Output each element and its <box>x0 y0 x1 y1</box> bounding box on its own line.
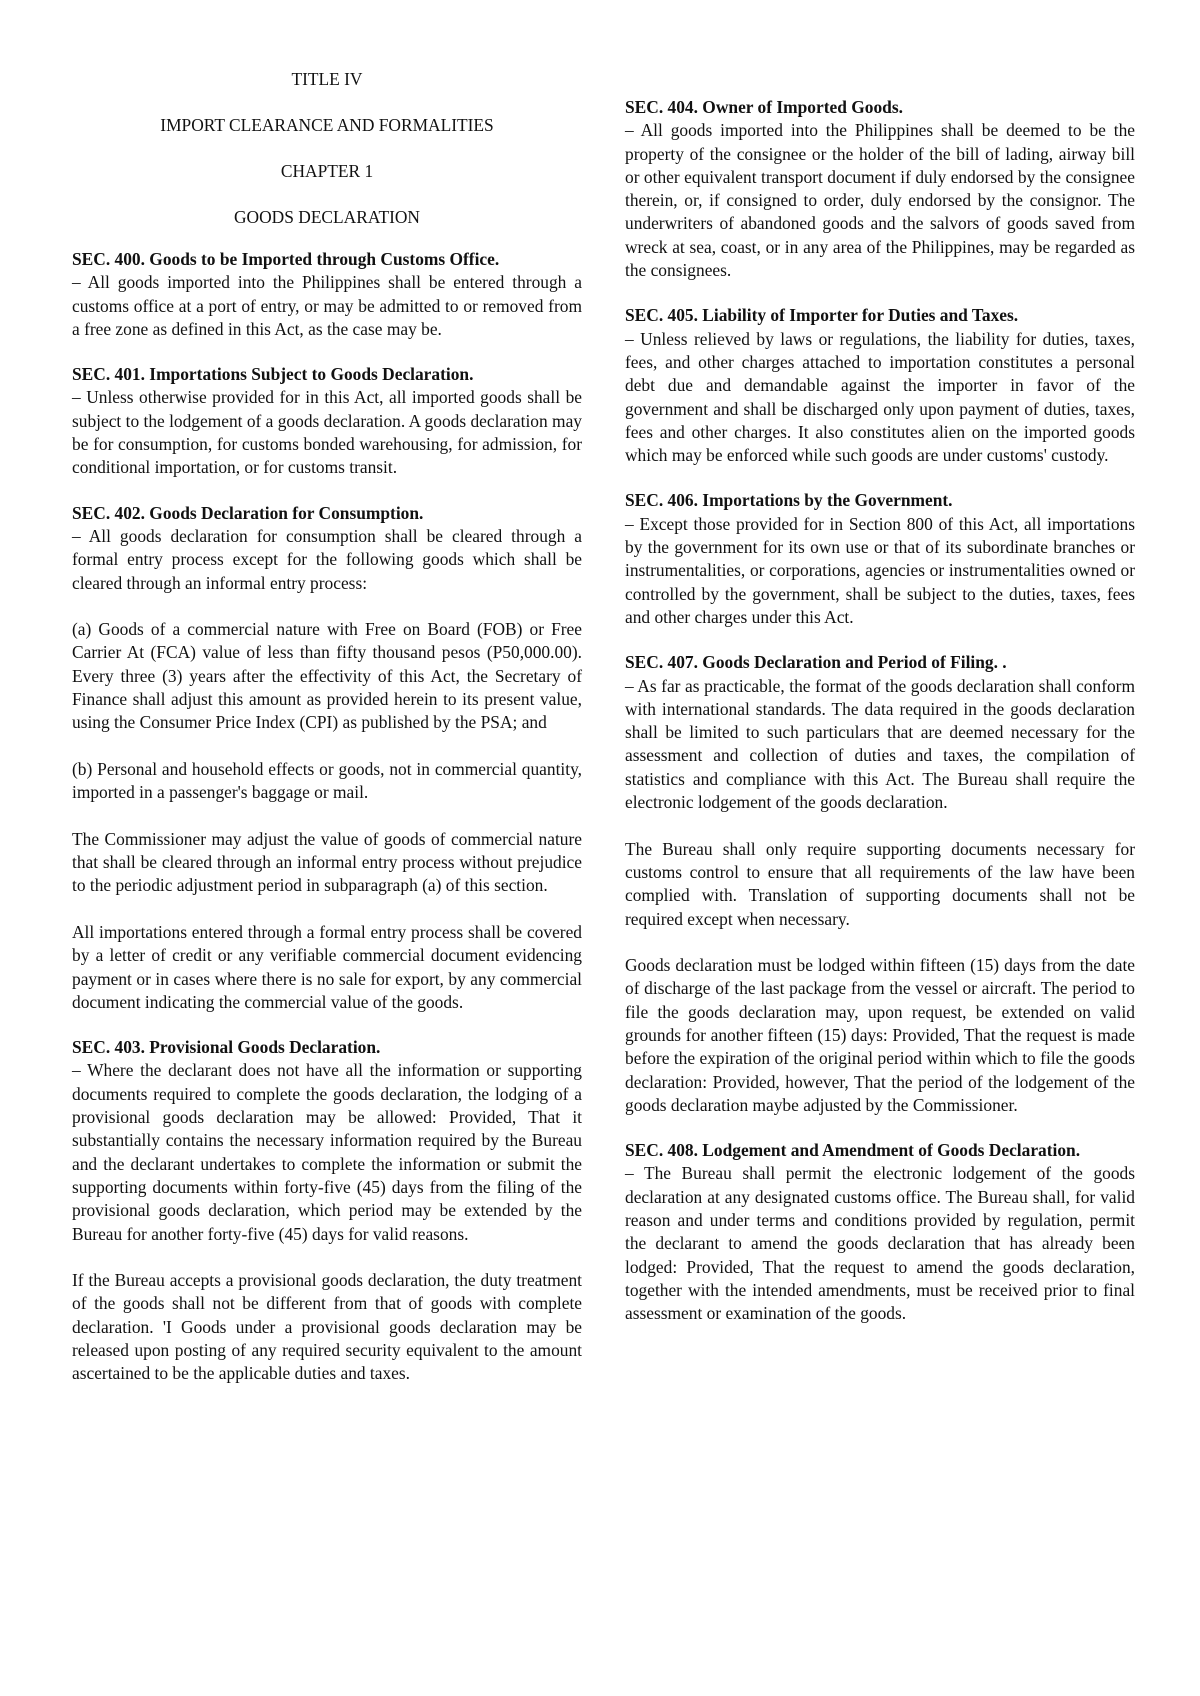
chapter-heading: CHAPTER 1 <box>280 160 374 181</box>
section-paragraph: – Where the declarant does not have all the information or supporting documents required to complete the goods declaration, the lodging of a provisional goods declaration may be allowed: Provided, That it substantially contains the necessary information required by the Bureau and the declarant undertakes to complete the information or submit the supporting documents within forty-five (45) days from the filing of the provisional goods declaration, which period may be extended by the Bureau for another forty-five (45) days for valid reasons. <box>72 1060 582 1244</box>
section-paragraph: All importations entered through a formal entry process shall be covered by a letter of credit or any verifiable commercial document evidencing payment or in cases where there is no sale for export, by any commercial document indicating the commercial value of the goods. <box>72 921 582 1012</box>
section-408 <box>625 1139 1135 1325</box>
section-paragraph: – Unless relieved by laws or regulations, the liability for duties, taxes, fees, and other charges attached to importation constitutes a personal debt due and demandable against the importer in favor of the government and shall be discharged only upon payment of duties, taxes, fees and other charges. It also constitutes alien on the imported goods which may be enforced while such goods are under customs' custody. <box>625 328 1135 466</box>
section-title: SEC. 406. Importations by the Government. <box>625 490 953 511</box>
section-402 <box>72 502 582 1015</box>
section-title: SEC. 402. Goods Declaration for Consumption. <box>72 502 424 523</box>
section-paragraph: – Except those provided for in Section 800 of this Act, all importations by the government for its own use or that of its subordinate branches or instrumentalities, or corporations, agencies or instrumentalities owned or controlled by the government, shall be subject to the duties, taxes, fees and other charges under this Act. <box>625 513 1135 627</box>
section-paragraph: – Unless otherwise provided for in this Act, all imported goods shall be subject to the lodgement of a goods declaration. A goods declaration may be for consumption, for customs bonded warehousing, for admission, for conditional importation, or for customs transit. <box>72 387 582 478</box>
section-400 <box>72 248 582 341</box>
left-column <box>72 68 582 1408</box>
section-paragraph: – As far as practicable, the format of the goods declaration shall conform with international standards. The data required in the goods declaration shall be limited to such particulars that are deemed necessary for the assessment and collection of duties and taxes, the compilation of statistics and compliance with this Act. The Bureau shall require the electronic lodgement of the goods declaration. <box>625 675 1135 813</box>
section-paragraph: If the Bureau accepts a provisional goods declaration, the duty treatment of the goods shall not be different from that of goods with complete declaration. 'I Goods under a provisional goods declaration may be released upon posting of any required security equivalent to the amount ascertained to be the applicable duties and taxes. <box>72 1270 582 1384</box>
section-title: SEC. 403. Provisional Goods Declaration. <box>72 1037 381 1058</box>
section-406 <box>625 489 1135 629</box>
section-paragraph: – All goods imported into the Philippines shall be entered through a customs office at a port of entry, or may be admitted to or removed from a free zone as defined in this Act, as the case may be. <box>72 272 582 339</box>
section-title: SEC. 400. Goods to be Imported through Customs Office. <box>72 248 500 269</box>
section-paragraph: – The Bureau shall permit the electronic lodgement of the goods declaration at any designated customs office. The Bureau shall, for valid reason and under terms and conditions provided by regulation, permit the declarant to amend the goods declaration that has already been lodged: Provided, That the request to amend the goods declaration, together with the intended amendments, must be received prior to final assessment or examination of the goods. <box>625 1163 1135 1324</box>
section-paragraph: – All goods imported into the Philippines shall be deemed to be the property of the consignee or the holder of the bill of lading, airway bill or other equivalent transport document if duly endorsed by the consignee therein, or, if consigned to order, duly endorsed by the consignor. The underwriters of abandoned goods and the salvors of goods saved from wreck at sea, coast, or in any area of the Philippines, may be regarded as the consignees. <box>625 120 1135 281</box>
section-title: SEC. 401. Importations Subject to Goods Declaration. <box>72 364 474 385</box>
section-paragraph: (a) Goods of a commercial nature with Free on Board (FOB) or Free Carrier At (FCA) value of less than fifty thousand pesos (P50,000.00). Every three (3) years after the effectivity of this Act, the Secretary of Finance shall adjust this amount as provided herein to its present value, using the Consumer Price Index (CPI) as published by the PSA; and <box>72 619 582 733</box>
section-title: SEC. 404. Owner of Imported Goods. <box>625 97 903 117</box>
section-404 <box>625 96 1135 282</box>
section-407 <box>625 651 1135 1117</box>
section-401 <box>72 363 582 479</box>
section-403 <box>72 1036 582 1385</box>
section-paragraph: The Commissioner may adjust the value of goods of commercial nature that shall be cleared through an informal entry process without prejudice to the periodic adjustment period in subparagraph (a) of this section. <box>72 828 582 896</box>
title-subheading: IMPORT CLEARANCE AND FORMALITIES <box>160 114 494 135</box>
chapter-subheading: GOODS DECLARATION <box>234 206 420 227</box>
section-paragraph: The Bureau shall only require supporting documents necessary for customs control to ensure that all requirements of the law have been complied with. Translation of supporting documents shall not be required except when necessary. <box>625 838 1135 929</box>
section-title: SEC. 407. Goods Declaration and Period of Filing. . <box>625 652 1007 673</box>
right-column <box>625 96 1135 1348</box>
title-heading: TITLE IV <box>291 69 363 89</box>
section-paragraph: – All goods declaration for consumption shall be cleared through a formal entry process except for the following goods which shall be cleared through an informal entry process: <box>72 525 582 593</box>
section-paragraph: Goods declaration must be lodged within fifteen (15) days from the date of discharge of the last package from the vessel or aircraft. The period to file the goods declaration may, upon request, be extended on valid grounds for another fifteen (15) days: Provided, That the request is made before the expiration of the original period within which to file the goods declaration: Provided, however, That the period of the lodgement of the goods declaration maybe adjusted by the Commissioner. <box>625 955 1135 1115</box>
section-405 <box>625 304 1135 467</box>
section-paragraph: (b) Personal and household effects or goods, not in commercial quantity, imported in a passenger's baggage or mail. <box>72 758 582 803</box>
section-title: SEC. 405. Liability of Importer for Duties and Taxes. <box>625 305 1019 326</box>
section-title: SEC. 408. Lodgement and Amendment of Goods Declaration. <box>625 1140 1081 1161</box>
